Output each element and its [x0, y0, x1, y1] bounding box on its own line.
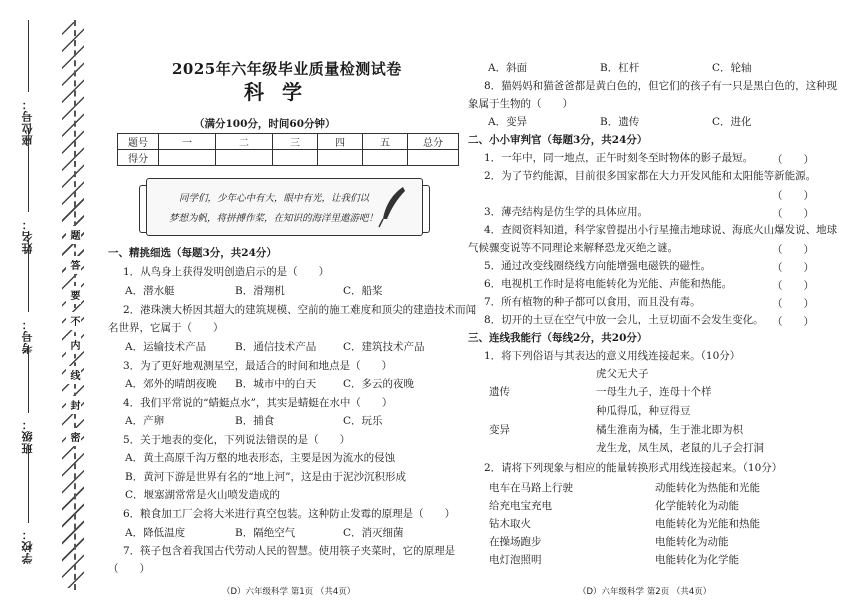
proverb-5[interactable]: 龙生龙，凤生凤，老鼠的儿子会打洞: [596, 442, 764, 454]
option-1b: B．滑翔机: [235, 285, 285, 297]
proverb-3[interactable]: 种瓜得瓜，种豆得豆: [596, 405, 691, 417]
phenomenon-1[interactable]: 电车在马路上行驶: [489, 482, 573, 494]
seat-label: 座位号：: [21, 98, 34, 146]
connect-1-instruction: 1．将下列俗语与其表达的意义用线连接起来。（10分）: [484, 350, 741, 362]
judge-4-line1: 4．查阅资料知道，科学家曾提出小行星撞击地球说、海底火山爆发说、地球: [484, 224, 838, 236]
question-8-line1: 8．猫妈妈和猫爸爸都是黄白色的，但它们的孩子有一只是黑白色的，这种现: [484, 80, 838, 92]
energy-form-5[interactable]: 电能转化为化学能: [655, 554, 739, 566]
score-input-3[interactable]: [273, 150, 318, 166]
score-table: [117, 133, 459, 166]
judge-5: 5．通过改变线圈绕线方向能增强电磁铁的磁性。: [484, 260, 712, 272]
section-2-heading: 二、小小审判官（每题3分，共24分）: [468, 134, 648, 146]
term-variation[interactable]: 变异: [489, 424, 510, 436]
judge-5-answer[interactable]: （ ）: [772, 262, 814, 274]
proverb-4[interactable]: 橘生淮南为橘，生于淮北即为枳: [596, 424, 743, 436]
binding-note-7: 封: [66, 396, 81, 414]
section-3-heading: 三、连线我能行（每线2分，共20分）: [468, 332, 648, 344]
encouragement-banner: [146, 178, 423, 236]
term-heredity[interactable]: 遗传: [489, 386, 510, 398]
score-cell: 一: [159, 134, 216, 150]
exam-title: 2025年六年级毕业质量检测试卷: [172, 60, 402, 78]
option-7b: B．杠杆: [600, 62, 640, 74]
judge-2-answer[interactable]: （ ）: [772, 190, 814, 202]
school-label: 学校：: [21, 528, 34, 564]
judge-4-line2: 气候骤变说等不同理论来解释恐龙灭绝之谜。: [468, 242, 678, 254]
option-7a: A．斜面: [488, 62, 528, 74]
question-5: 5．关于地表的变化，下列说法错误的是（ ）: [123, 434, 351, 446]
class-label: 班级：: [21, 418, 34, 454]
option-7c: C．轮轴: [712, 62, 752, 74]
section-1-heading: 一、精挑细选（每题3分，共24分）: [108, 247, 277, 259]
judge-6-answer[interactable]: （ ）: [772, 280, 814, 292]
score-table-score-row: [118, 150, 459, 166]
score-cell: 三: [273, 134, 318, 150]
judge-7: 7．所有植物的种子都可以食用，而且没有毒。: [484, 296, 701, 308]
judge-3-answer[interactable]: （ ）: [772, 208, 814, 220]
question-1: 1．从鸟身上获得发明创造启示的是（ ）: [123, 266, 330, 278]
option-5b: B．黄河下游是世界有名的“地上河”，这是由于泥沙沉积形成: [125, 471, 406, 483]
exam-info: （满分100分，时间60分钟）: [194, 118, 336, 130]
energy-form-4[interactable]: 电能转化为动能: [655, 536, 729, 548]
banner-line-2: 梦想为帆，将拼搏作桨，在知识的海洋里遨游吧！: [169, 213, 379, 224]
phenomenon-4[interactable]: 在操场跑步: [489, 536, 542, 548]
score-cell: 二: [216, 134, 273, 150]
option-3a: A．郊外的晴朗夜晚: [125, 378, 217, 390]
connect-2-instruction: 2．请将下列现象与相应的能量转换形式用线连接起来。（10分）: [484, 462, 783, 474]
option-6c: C．消灭细菌: [343, 527, 404, 539]
subject-title: 科学: [244, 80, 320, 104]
binding-note-8: 密: [66, 428, 81, 446]
option-6a: A．降低温度: [125, 527, 186, 539]
option-4b: B．捕食: [235, 415, 275, 427]
judge-8-answer[interactable]: （ ）: [772, 316, 814, 328]
score-cell: 五: [363, 134, 408, 150]
exam-no-label: 考号：: [21, 318, 34, 354]
score-input-5[interactable]: [363, 150, 408, 166]
judge-1: 1．一年中，同一地点，正午时刻冬至时物体的影子最短。: [484, 152, 754, 164]
binding-note-6: 线: [66, 366, 81, 384]
question-4: 4．我们平常说的“蜻蜓点水”，其实是蜻蜓在水中（ ）: [123, 397, 393, 409]
option-5a: A．黄土高原千沟万壑的地表形态，主要是因为流水的侵蚀: [125, 452, 396, 464]
score-cell: 题号: [118, 134, 159, 150]
option-4c: C．玩乐: [343, 415, 383, 427]
score-input-total[interactable]: [408, 150, 459, 166]
banner-line-1: 同学们，少年心中有大，眼中有光，让我们以: [179, 193, 370, 204]
option-8a: A．变异: [488, 116, 528, 128]
option-1a: A．潜水艇: [125, 285, 175, 297]
option-8c: C．进化: [712, 116, 752, 128]
score-cell: 总分: [408, 134, 459, 150]
question-2-line1: 2．港珠澳大桥因其超大的建筑规模、空前的施工难度和顶尖的建造技术而闻: [123, 304, 477, 316]
judge-2: 2．为了节约能源，目前很多国家都在大力开发风能和太阳能等新能源。: [484, 170, 817, 182]
binding-note-5: 内: [66, 336, 81, 354]
seat-field[interactable]: [28, 20, 29, 92]
option-8b: B．遗传: [600, 116, 640, 128]
energy-form-1[interactable]: 动能转化为热能和光能: [655, 482, 760, 494]
question-7-line2: （ ）: [108, 563, 150, 575]
question-3: 3．为了更好地观测星空，最适合的时间和地点是（ ）: [123, 360, 393, 372]
page-footer-1: （D）六年级科学 第1页 （共4页）: [222, 587, 356, 597]
option-4a: A．产卵: [125, 415, 165, 427]
option-2c: C．建筑技术产品: [343, 341, 425, 353]
binding-note-3: 要: [66, 286, 81, 304]
name-label: 姓名：: [21, 218, 34, 254]
score-cell: 得分: [118, 150, 159, 166]
score-input-2[interactable]: [216, 150, 273, 166]
binding-strip: [62, 22, 84, 588]
quill-pen-icon: [373, 185, 413, 229]
class-field[interactable]: [28, 345, 29, 413]
question-7-line1: 7．筷子包含着我国古代劳动人民的智慧。使用筷子夹菜时，它的原理是: [123, 545, 456, 557]
option-2b: B．通信技术产品: [235, 341, 317, 353]
exam-no-field[interactable]: [28, 240, 29, 312]
phenomenon-3[interactable]: 钻木取火: [489, 518, 531, 530]
option-3c: C．多云的夜晚: [343, 378, 415, 390]
option-2a: A．运输技术产品: [125, 341, 207, 353]
score-input-1[interactable]: [159, 150, 216, 166]
option-6b: B．隔绝空气: [235, 527, 296, 539]
score-input-4[interactable]: [318, 150, 363, 166]
question-8-line2: 象属于生物的（ ）: [468, 98, 573, 110]
score-table-header-row: [118, 134, 459, 150]
option-5c: C．堰塞湖常常是火山喷发造成的: [125, 489, 281, 501]
proverb-1[interactable]: 虎父无犬子: [596, 368, 649, 380]
binding-line: [74, 20, 76, 590]
phenomenon-5[interactable]: 电灯泡照明: [489, 554, 542, 566]
score-cell: 四: [318, 134, 363, 150]
page-footer-2: （D）六年级科学 第2页 （共4页）: [578, 587, 712, 597]
judge-1-answer[interactable]: （ ）: [772, 154, 814, 166]
energy-form-2[interactable]: 化学能转化为动能: [655, 500, 739, 512]
binding-note-2: 答: [66, 256, 81, 274]
name-field[interactable]: [28, 128, 29, 212]
binding-note-4: 不: [66, 312, 81, 330]
judge-4-answer[interactable]: （ ）: [772, 244, 814, 256]
school-field[interactable]: [28, 445, 29, 523]
judge-6: 6．电视机工作时是将电能转化为光能、声能和热能。: [484, 278, 733, 290]
binding-note-1: 题: [66, 226, 81, 244]
judge-7-answer[interactable]: （ ）: [772, 298, 814, 310]
question-2-line2: 名世界，它属于（ ）: [108, 322, 224, 334]
question-6: 6．粮食加工厂会将大米进行真空包装。这种防止发霉的原理是（ ）: [123, 508, 456, 520]
energy-form-3[interactable]: 电能转化为光能和热能: [655, 518, 760, 530]
option-3b: B．城市中的白天: [235, 378, 317, 390]
judge-8: 8．切开的土豆在空气中放一会儿，土豆切面不会发生变化。: [484, 314, 764, 326]
proverb-2[interactable]: 一母生九子，连母十个样: [596, 386, 712, 398]
judge-3: 3．薄壳结构是仿生学的具体应用。: [484, 206, 649, 218]
option-1c: C．船桨: [343, 285, 383, 297]
phenomenon-2[interactable]: 给充电宝充电: [489, 500, 552, 512]
